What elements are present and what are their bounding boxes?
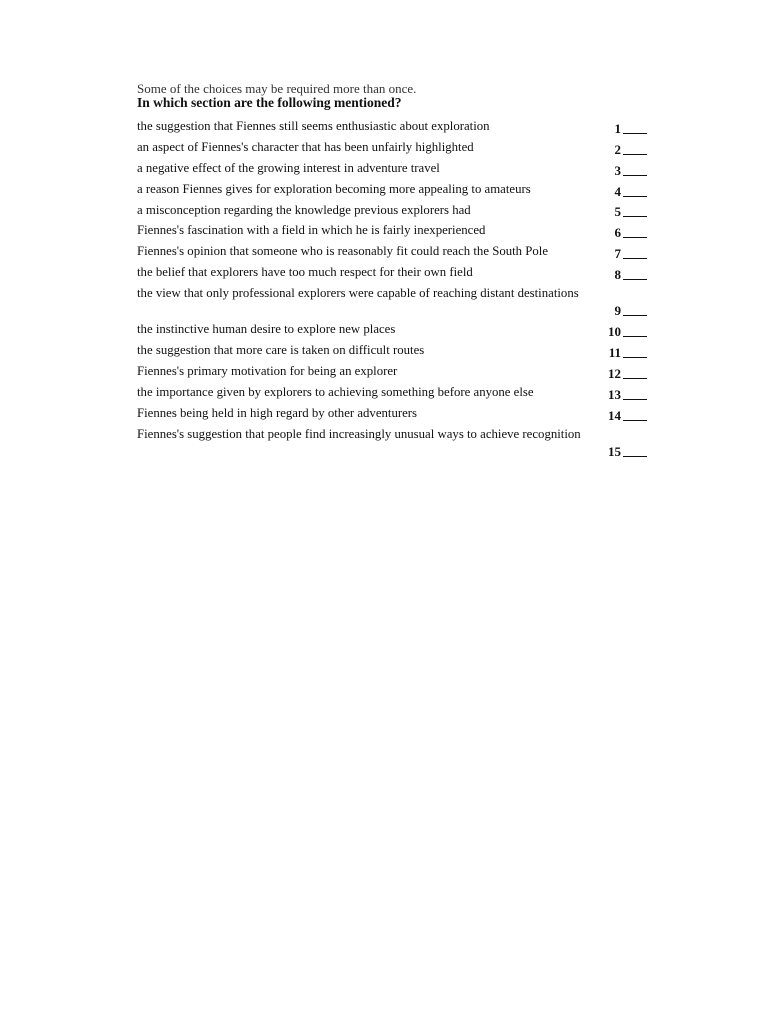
question-item-13 [137, 382, 647, 403]
answer-blank-line[interactable] [623, 216, 647, 217]
question-text: Fiennes being held in high regard by other adventurers [137, 405, 418, 420]
question-item-3 [137, 158, 647, 179]
answer-slot[interactable] [603, 345, 647, 361]
question-item-15 [137, 424, 647, 460]
answer-slot[interactable] [603, 324, 647, 340]
question-item-9 [137, 283, 647, 319]
answer-slot[interactable] [603, 225, 647, 241]
answer-blank-line[interactable] [623, 279, 647, 280]
question-item-2 [137, 137, 647, 158]
question-number: 8 [614, 267, 621, 283]
answer-blank-line[interactable] [623, 420, 647, 421]
question-text: Fiennes's fascination with a field in which he is fairly inexperienced [137, 223, 486, 238]
question-number: 6 [614, 225, 621, 241]
answer-blank-line[interactable] [623, 237, 647, 238]
question-number: 10 [608, 324, 621, 340]
answer-slot[interactable] [603, 387, 647, 403]
question-text: Fiennes's opinion that someone who is reasonably fit could reach the South Pole [137, 244, 549, 259]
question-number: 9 [614, 303, 621, 319]
answer-blank-line[interactable] [623, 456, 647, 457]
question-text: an aspect of Fiennes's character that has been unfairly highlighted [137, 139, 474, 154]
question-text: Fiennes's primary motivation for being an explorer [137, 363, 398, 378]
answer-blank-line[interactable] [623, 336, 647, 337]
section-heading: In which section are the following mentioned? [137, 95, 402, 110]
question-item-4 [137, 179, 647, 200]
question-number: 2 [614, 141, 621, 157]
question-number: 14 [608, 407, 621, 423]
question-number: 15 [608, 443, 621, 459]
answer-blank-line[interactable] [623, 378, 647, 379]
question-item-1 [137, 116, 647, 137]
answer-blank-line[interactable] [623, 258, 647, 259]
question-text: the suggestion that Fiennes still seems enthusiastic about exploration [137, 119, 490, 133]
answer-slot[interactable] [603, 142, 647, 158]
question-number: 3 [614, 162, 621, 178]
answer-slot[interactable] [603, 366, 647, 382]
answer-blank-line[interactable] [623, 315, 647, 316]
question-number: 7 [614, 246, 621, 262]
answer-blank-line[interactable] [623, 399, 647, 400]
question-number: 1 [614, 120, 621, 136]
answer-slot[interactable] [603, 246, 647, 262]
question-number: 13 [608, 386, 621, 402]
question-item-10 [137, 319, 647, 340]
question-text: the belief that explorers have too much respect for their own field [137, 265, 473, 280]
answer-blank-line[interactable] [623, 133, 647, 134]
question-text: Fiennes's suggestion that people find increasingly unusual ways to achieve recognition [137, 426, 581, 441]
question-text: the suggestion that more care is taken on difficult routes [137, 343, 425, 358]
answer-slot[interactable] [603, 267, 647, 283]
answer-slot[interactable] [603, 184, 647, 200]
question-text: the importance given by explorers to achieving something before anyone else [137, 384, 534, 399]
answer-slot[interactable] [603, 444, 647, 460]
question-list [137, 116, 647, 460]
question-text: a reason Fiennes gives for exploration becoming more appealing to amateurs [137, 181, 531, 196]
question-item-14 [137, 403, 647, 424]
answer-slot[interactable] [603, 408, 647, 424]
question-number: 5 [614, 204, 621, 220]
answer-blank-line[interactable] [623, 175, 647, 176]
question-item-5 [137, 200, 647, 221]
answer-blank-line[interactable] [623, 357, 647, 358]
answer-slot[interactable] [603, 121, 647, 137]
question-number: 12 [608, 365, 621, 381]
question-item-7 [137, 241, 647, 262]
question-item-12 [137, 361, 647, 382]
question-text: the view that only professional explorers were capable of reaching distant destinations [137, 286, 579, 301]
answer-slot[interactable] [603, 163, 647, 179]
question-item-6 [137, 220, 647, 241]
answer-slot[interactable] [603, 204, 647, 220]
question-number: 4 [614, 183, 621, 199]
question-text: the instinctive human desire to explore new places [137, 322, 396, 337]
question-item-11 [137, 340, 647, 361]
question-item-8 [137, 262, 647, 283]
answer-blank-line[interactable] [623, 154, 647, 155]
answer-blank-line[interactable] [623, 196, 647, 197]
question-number: 11 [608, 344, 621, 360]
answer-slot[interactable] [603, 303, 647, 319]
question-text: a negative effect of the growing interest in adventure travel [137, 160, 440, 175]
clipped-instruction-text: Some of the choices may be required more than once. [137, 81, 417, 96]
clipped-instruction-line [137, 72, 637, 96]
question-text: a misconception regarding the knowledge previous explorers had [137, 202, 471, 217]
